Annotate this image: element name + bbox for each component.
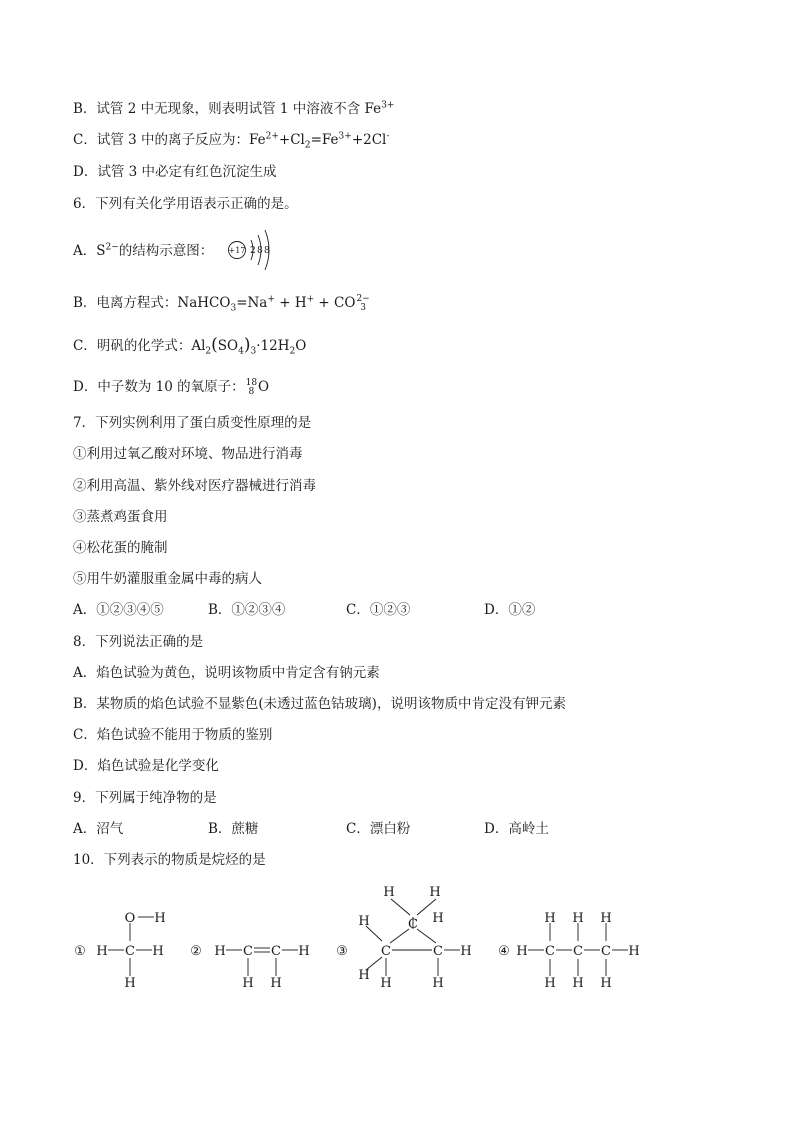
shell-3-electrons: 8 [264,246,270,256]
atom: C [433,944,443,959]
atom: H [600,911,612,926]
atom: H [152,944,164,959]
atom: H [154,911,166,926]
q7-item-3: ③蒸煮鸡蛋食用 [73,509,168,525]
atom: C [381,944,391,959]
q6-option-b: B．电离方程式：NaHCO$_3$=Na+ + H+ + CO 2− 3 [73,293,370,314]
q8-option-a: A．焰色试验为黄色，说明该物质中肯定含有钠元素 [73,665,380,681]
atom: C [601,944,611,959]
atom: H [544,911,556,926]
structure-label-3: ③ [336,944,348,959]
atom: H [270,976,282,991]
atom: H [600,976,612,991]
q6-option-a: A．$S^{2-}$的结构示意图： [73,242,214,259]
q8-option-d: D．焰色试验是化学变化 [73,758,219,774]
atom: H [628,944,640,959]
atom: H [429,885,441,900]
q10-stem: 10．下列表示的物质是烷烃的是 [73,852,266,868]
q9-option-c: C．漂白粉 [346,821,411,837]
atom: H [572,911,584,926]
atom: C [408,917,418,932]
atom: C [243,944,253,959]
q6-option-d: D．中子数为 10 的氧原子： 18 8 O [73,377,270,397]
structure-label-4: ④ [498,944,510,959]
q5-option-d: D．试管 3 中必定有红色沉淀生成 [73,164,277,180]
q7-option-a: A．①②③④⑤ [73,602,164,618]
atom: H [432,911,444,926]
q7-item-4: ④松花蛋的腌制 [73,540,168,556]
q7-stem: 7．下列实例利用了蛋白质变性原理的是 [73,415,312,431]
shell-1-electrons: 2 [250,246,256,256]
q9-stem: 9．下列属于纯净物的是 [73,790,217,806]
q8-option-c: C．焰色试验不能用于物质的鉴别 [73,727,273,743]
q7-option-c: C．①②③ [346,602,411,618]
atom: H [96,944,108,959]
q6-stem: 6．下列有关化学用语表示正确的是。 [73,196,298,212]
atom: C [271,944,281,959]
atom: H [544,976,556,991]
atom: H [124,976,136,991]
atom: H [383,885,395,900]
shell-2-electrons: 8 [257,246,263,256]
q10-structures [60,875,660,1000]
atom: C [545,944,555,959]
q6-option-c: C．明矾的化学式：$Al_2(SO_4)_3\cdot 12H_2O$ [73,335,307,357]
q9-option-d: D．高岭土 [484,821,549,837]
atom: H [572,976,584,991]
q5-option-c: C．试管 3 中的离子反应为：$Fe^{2+}+Cl_2=Fe^{3+}+2Cl^-$ [73,131,390,151]
q7-item-5: ⑤用牛奶灌服重金属中毒的病人 [73,571,262,587]
atom: H [358,914,370,929]
q7-item-1: ①利用过氧乙酸对环境、物品进行消毒 [73,446,303,462]
atom: H [358,968,370,983]
q8-option-b: B．某物质的焰色试验不显紫色(未透过蓝色钴玻璃)，说明该物质中肯定没有钾元素 [73,696,566,712]
atom: H [380,976,392,991]
atom: C [573,944,583,959]
atom: H [460,944,472,959]
q7-option-b: B．①②③④ [208,602,286,618]
nucleus-charge: +17 [228,246,246,255]
s2-structure-diagram [225,226,285,276]
q8-stem: 8．下列说法正确的是 [73,634,204,650]
atom: H [432,976,444,991]
q5-option-b: B．试管 2 中无现象，则表明试管 1 中溶液不含 $Fe^{3+}$ [73,100,395,117]
atom: H [242,976,254,991]
q7-item-2: ②利用高温、紫外线对医疗器械进行消毒 [73,478,316,494]
q9-option-b: B．蔗糖 [208,821,259,837]
atom: H [298,944,310,959]
atom: C [125,944,135,959]
structure-label-2: ② [190,944,202,959]
atom: H [214,944,226,959]
q7-option-d: D．①② [484,602,536,618]
atom: H [516,944,528,959]
structure-label-1: ① [74,944,86,959]
q9-option-a: A．沼气 [73,821,124,837]
atom: O [124,911,136,926]
